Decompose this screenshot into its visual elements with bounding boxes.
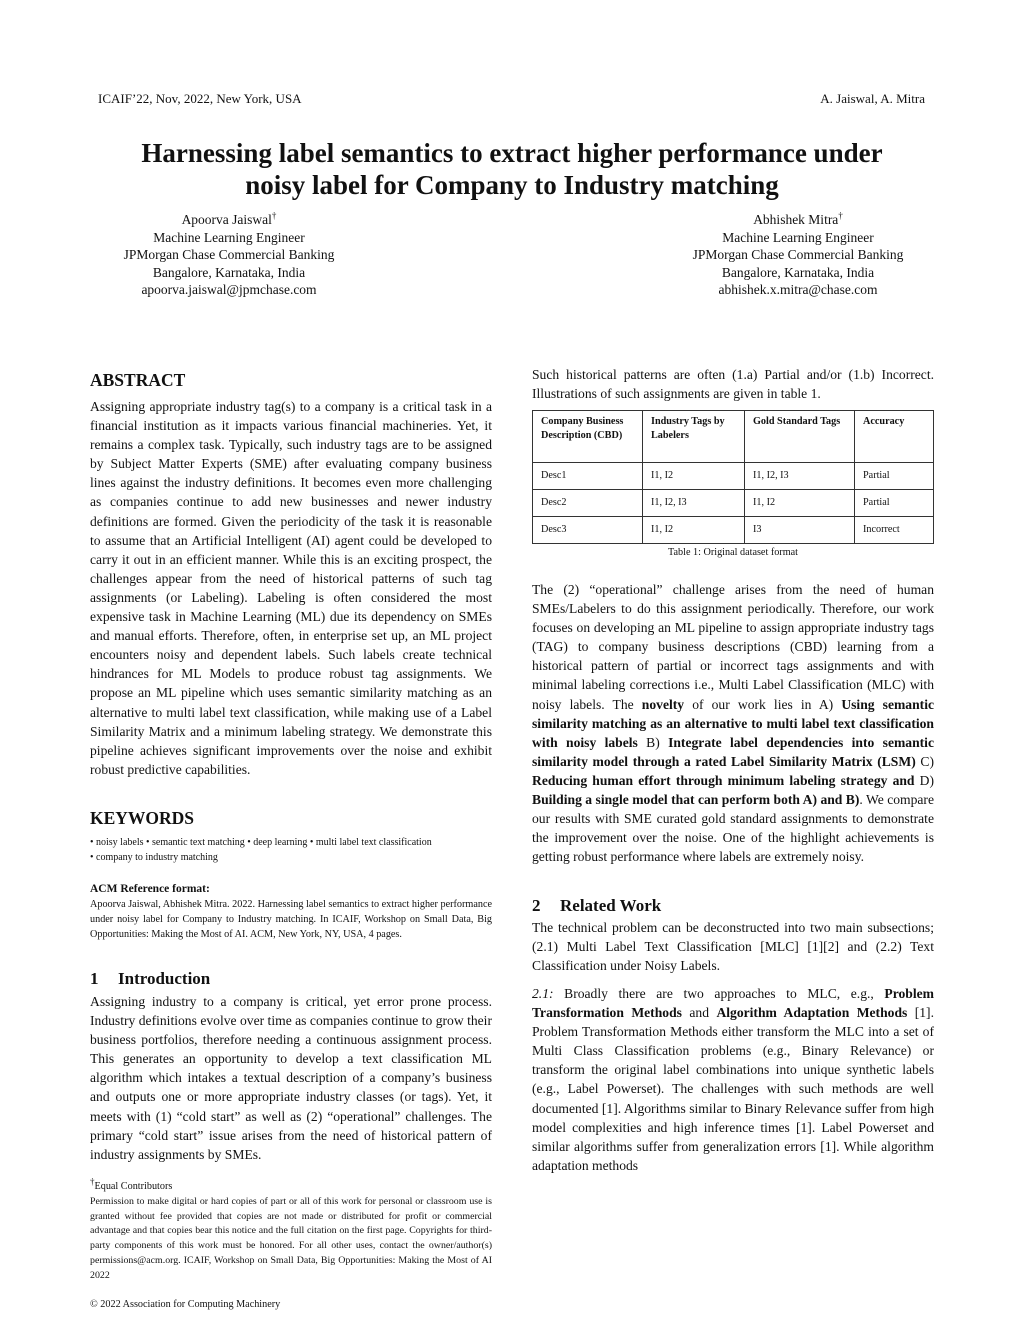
- subsection-label: 2.1:: [532, 986, 554, 1001]
- author-role: Machine Learning Engineer: [722, 229, 874, 245]
- bold-run: Using semantic similarity matching as an alternative to multi label text classification with noisy labels: [532, 696, 935, 750]
- table-cell: I3: [745, 517, 855, 544]
- intro-continuation-text: Such historical patterns are often (1.a) Partial and/or (1.b) Incorrect. Illustrations of such assignments are given in table 1.: [532, 367, 934, 402]
- table-cell: Desc3: [533, 517, 643, 544]
- acm-reference: [90, 882, 492, 942]
- author-location: Bangalore, Karnataka, India: [152, 264, 306, 280]
- footnote-permission: Permission to make digital or hard copies of part or all of this work for personal or classroom use is granted without fee provided that copies are not made or distributed for profit or commercial advantage and that copies bear this notice and the full citation on the first page. Copyrights for third-party components of this work must be honored. For all other uses, contact the owner/author(s) permissions@acm.org. ICAIF, Workshop on Small Data, Big Opportunities: Making the Most of AI 2022: [90, 1195, 492, 1281]
- bold-run: novelty: [641, 696, 685, 712]
- bold-run: Problem Transformation Methods: [532, 986, 934, 1021]
- acm-reference-text: Apoorva Jaiswal, Abhishek Mitra. 2022. Harnessing label semantics to extract higher performance under noisy label for Company to Industry matching. In ICAIF, Workshop on Small Data, Big Opportunities: Making the Most of AI. ACM, New York, NY, USA, 4 pages.: [90, 899, 492, 940]
- footnote-block: [90, 1176, 492, 1312]
- section-title: Introduction: [118, 969, 211, 988]
- table-header-cell: Industry Tags by Labelers: [643, 411, 745, 463]
- table-cell: Desc1: [533, 463, 643, 490]
- author-role: Machine Learning Engineer: [153, 229, 305, 245]
- table-row: [533, 517, 934, 544]
- table-row: [533, 463, 934, 490]
- section-number: 1: [90, 969, 99, 988]
- keywords-section: [90, 808, 492, 865]
- author-name: Apoorva Jaiswal: [181, 212, 272, 227]
- table-cell: I1, I2: [643, 463, 745, 490]
- text-run: C): [915, 753, 934, 769]
- text-run: and: [681, 1005, 717, 1021]
- table-caption: Table 1: Original dataset format: [668, 547, 798, 558]
- table-header-cell: Company Business Description (CBD): [533, 411, 643, 463]
- related-work-heading: [532, 896, 934, 916]
- text-run: . We compare our results with SME curated gold standard assignments to demonstrate the improvement over the noise. One of the highlight achievements is getting robust performance where labels are extremely noisy.: [532, 792, 934, 865]
- subsection-2-1-text: [532, 984, 934, 1175]
- author-org: JPMorgan Chase Commercial Banking: [692, 247, 904, 262]
- text-run: D): [914, 772, 934, 788]
- text-run: of our work lies in A): [684, 696, 842, 712]
- subsection-2-1: [532, 984, 934, 1175]
- author-name: Abhishek Mitra: [753, 212, 839, 227]
- text-run: The (2) “operational” challenge arises from the need of human SMEs/Labelers to do this assignment periodically. Therefore, our work focuses on developing an ML pipeline to assign appropriate industry tags (TAG) to company business descriptions (CBD) learning from a historical pattern of partial or incorrect tags assignments and with minimal labeling corrections i.e., Multi Label Classification (MLC) with noisy labels. The: [532, 582, 934, 712]
- introduction-section: [90, 969, 492, 1164]
- intro-continuation: [532, 365, 934, 403]
- related-work-section: [532, 896, 934, 975]
- author-block-2: [648, 211, 948, 299]
- novelty-paragraph: [532, 580, 934, 866]
- section-title: Related Work: [560, 896, 662, 915]
- table-cell: I1, I2: [745, 490, 855, 517]
- table-cell: Desc2: [533, 490, 643, 517]
- related-work-text: The technical problem can be deconstructed into two main subsections; (2.1) Multi Label Text Classification [MLC] [1][2] and (2.2) Text Classification under Noisy Labels.: [532, 920, 934, 974]
- bold-run: Integrate label dependencies into semantic similarity model through a rated Label Similarity Matrix (LSM): [532, 734, 934, 769]
- author-org: JPMorgan Chase Commercial Banking: [123, 247, 335, 262]
- table-cell: Partial: [855, 490, 934, 517]
- table-row: [533, 490, 934, 517]
- table-header-cell: Gold Standard Tags: [745, 411, 855, 463]
- introduction-text: Assigning industry to a company is critical, yet error prone process. Industry definitions evolve over time as companies continue to grow their business portfolios, therefore needing a continuous assignment process. This generates an opportunity to develop a text classification ML algorithm which intakes a textual description of a company’s business and outputs one or more appropriate industry classes (or tags). Yet, it meets with (1) “cold start” as well as (2) “operational” challenges. The primary “cold start” issue arises from the need of historical pattern of industry assignments by SMEs.: [90, 994, 492, 1162]
- acm-reference-heading: ACM Reference format:: [90, 883, 210, 895]
- table-cell: Partial: [855, 463, 934, 490]
- author-email: apoorva.jaiswal@jpmchase.com: [141, 282, 317, 297]
- equal-contrib-mark: †: [838, 210, 843, 221]
- table-header-row: [533, 411, 934, 463]
- bold-run: Algorithm Adaptation Methods: [716, 1005, 908, 1021]
- title-line-2: noisy label for Company to Industry matching: [245, 170, 779, 200]
- dataset-table: [532, 410, 934, 544]
- text-run: [1]. Problem Transformation Methods either transform the MLC into a set of Multi Class Classification problems (e.g., Binary Relevance) or transform the original label combinations into unique synthetic labels (e.g., Label Powerset). The challenges with such methods are well documented [1]. Algorithms similar to Binary Relevance suffer from high model complexities and high inference times [1]. Label Powerset and similar algorithms suffer from generalization errors [1]. While algorithm adaptation methods: [532, 1005, 934, 1173]
- text-run: B): [637, 734, 669, 750]
- title-line-1: Harnessing label semantics to extract higher performance under: [141, 138, 883, 168]
- equal-contrib-mark: †: [271, 210, 277, 221]
- table-cell: I1, I2: [643, 517, 745, 544]
- table-1: [532, 410, 934, 558]
- table-cell: I1, I2, I3: [745, 463, 855, 490]
- keywords-heading: KEYWORDS: [90, 808, 195, 828]
- introduction-heading: [90, 969, 492, 989]
- table-cell: I1, I2, I3: [643, 490, 745, 517]
- author-email: abhishek.x.mitra@chase.com: [718, 282, 878, 297]
- keywords-line-2: • company to industry matching: [90, 852, 218, 863]
- paper-title: [60, 137, 964, 201]
- author-block-1: [79, 211, 379, 299]
- keywords-line-1: • noisy labels • semantic text matching • deep learning • multi label text classification: [90, 837, 432, 848]
- abstract-text: Assigning appropriate industry tag(s) to a company is a critical task in a financial institution as it impacts various financial machineries. Yet, it remains a complex task. Typically, such industry tags are to be assigned by Subject Matter Experts (SME) after evaluating company business lines against the industry definitions. It becomes even more challenging as companies continue to add new businesses and newer industry definitions are formed. Given the periodicity of the task it is reasonable to assume that an Artificial Intelligent (AI) agent could be developed to carry it out in an efficient manner. While this is an exciting prospect, the challenges appear from the need of historical patterns of such tag assignments (or Labeling). Labeling is often considered the most expensive task in Machine Learning (ML) due its dependency on SMEs and manual efforts. Therefore, often, in enterprise set up, an ML project encounters noisy and dependent labels. Such labels create technical hindrances for ML Models to produce robust tag assignments. We propose an ML pipeline which uses semantic similarity matching as an alternative to multi label text classification, while making use of a Label Similarity Matrix and a minimum labeling strategy. We demonstrate this pipeline achieves significant improvements over the noise and exhibit robust predictive capabilities.: [90, 399, 492, 777]
- running-header-right: A. Jaiswal, A. Mitra: [820, 91, 925, 106]
- section-number: 2: [532, 896, 541, 915]
- footnote-equal: [90, 1176, 492, 1195]
- novelty-text: [532, 580, 934, 866]
- table-cell: Incorrect: [855, 517, 934, 544]
- author-location: Bangalore, Karnataka, India: [721, 264, 875, 280]
- bold-run: Building a single model that can perform both A) and B): [532, 792, 860, 808]
- abstract-section: [90, 370, 492, 779]
- abstract-heading: ABSTRACT: [90, 370, 186, 390]
- text-run: Broadly there are two approaches to MLC, e.g.,: [553, 986, 885, 1001]
- table-header-cell: Accuracy: [855, 411, 934, 463]
- bold-run: Reducing human effort through minimum labeling strategy and: [532, 772, 915, 788]
- footnote-copyright: © 2022 Association for Computing Machinery: [90, 1298, 281, 1310]
- footnote-mark: †: [90, 1176, 95, 1187]
- footnote-equal-text: Equal Contributors: [94, 1181, 173, 1192]
- running-header-left: ICAIF’22, Nov, 2022, New York, USA: [98, 91, 302, 106]
